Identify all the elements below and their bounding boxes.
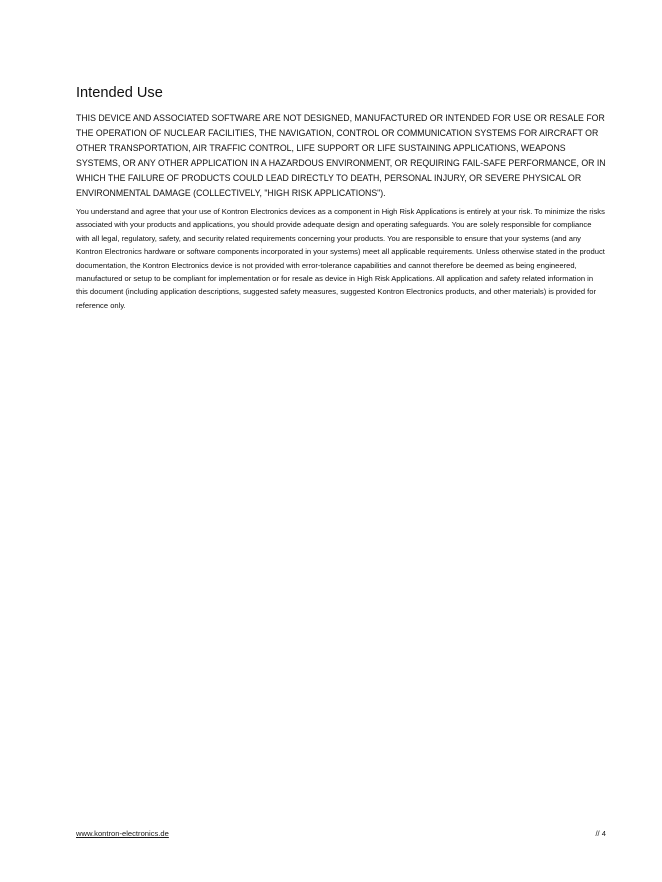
- section-heading: Intended Use: [76, 85, 163, 101]
- body-paragraph: You understand and agree that your use of Kontron Electronics devices as a component in High Risk Applications is entirely at your risk. To minimize the risks associated with your products and applications, you should provide adequate design and operating safeguards. You are solely responsible for compliance with all legal, regulatory, safety, and security related requirements concerning your products. You are responsible to ensure that your systems (and any Kontron Electronics hardware or software components incorporated in your systems) meet all applicable requirements. Unless otherwise stated in the product documentation, the Kontron Electronics device is not provided with error-tolerance capabilities and cannot therefore be deemed as being engineered, manufactured or setup to be compliant for implementation or for resale as device in High Risk Applications. All application and safety related information in this document (including application descriptions, suggested safety measures, suggested Kontron Electronics products, and other materials) is provided for reference only.: [76, 207, 605, 310]
- high-risk-warning: THIS DEVICE AND ASSOCIATED SOFTWARE ARE NOT DESIGNED, MANUFACTURED OR INTENDED FOR USE OR RESALE FOR THE OPERATION OF NUCLEAR FACILITIES, THE NAVIGATION, CONTROL OR COMMUNICATION SYSTEMS FOR AIRCRAFT OR OTHER TRANSPORTATION, AIR TRAFFIC CONTROL, LIFE SUPPORT OR LIFE SUSTAINING APPLICATIONS, WEAPONS SYSTEMS, OR ANY OTHER APPLICATION IN A HAZARDOUS ENVIRONMENT, OR REQUIRING FAIL-SAFE PERFORMANCE, OR IN WHICH THE FAILURE OF PRODUCTS COULD LEAD DIRECTLY TO DEATH, PERSONAL INJURY, OR SEVERE PHYSICAL OR ENVIRONMENTAL DAMAGE (COLLECTIVELY, "HIGH RISK APPLICATIONS").: [76, 113, 606, 198]
- intended-use-section: [76, 84, 606, 312]
- footer-website-link[interactable]: www.kontron-electronics.de: [76, 829, 169, 838]
- page-number: // 4: [595, 829, 606, 838]
